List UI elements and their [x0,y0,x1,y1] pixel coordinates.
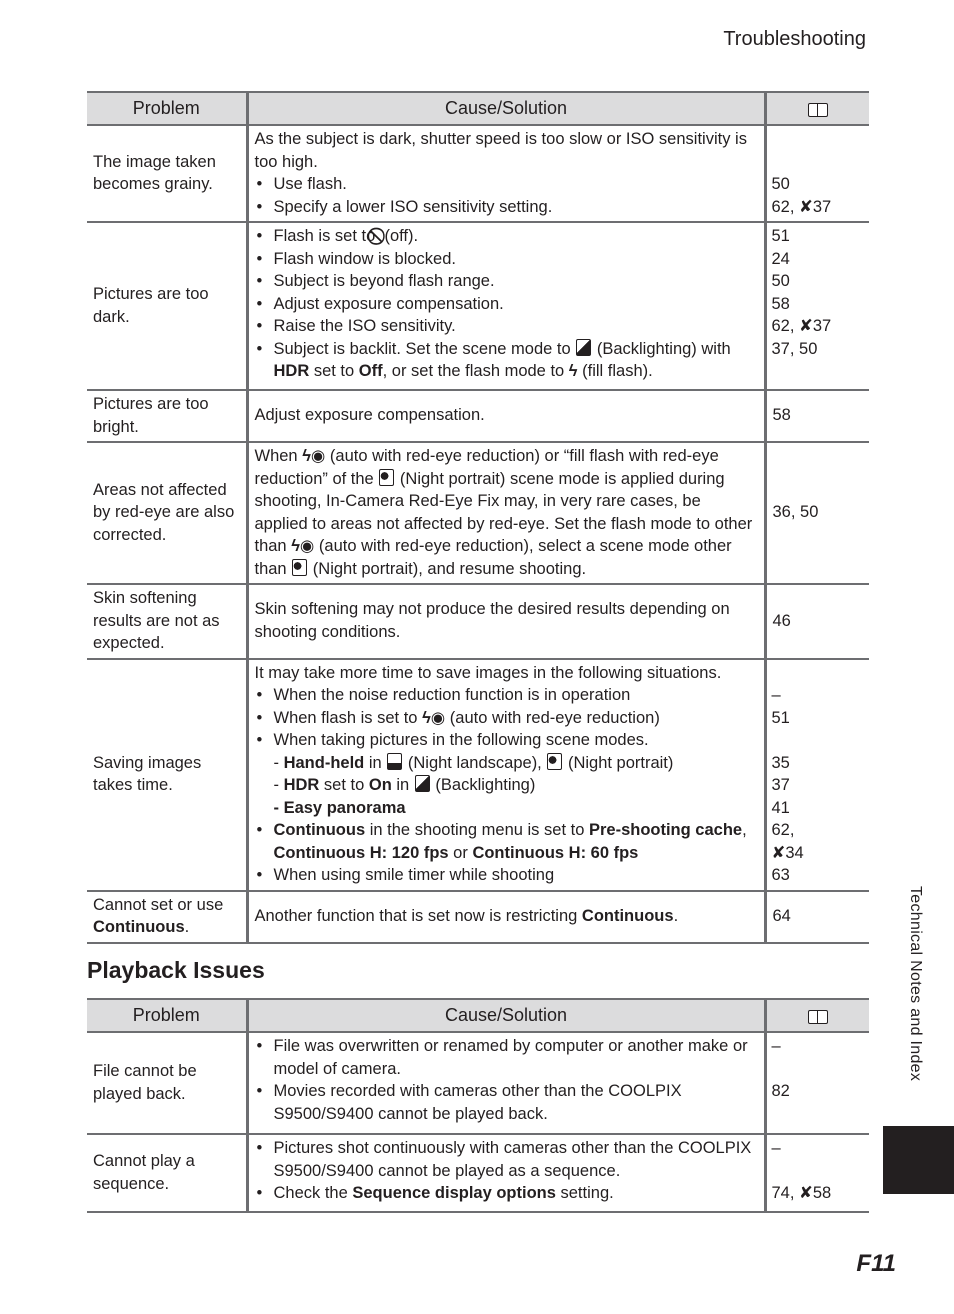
text: or [448,843,473,862]
sub-item [274,752,758,775]
text: . [184,918,190,936]
page-number: F11 [856,1250,896,1277]
page-ref: 37, 50 [771,339,818,358]
side-index-tab [883,1126,954,1194]
cause-cell: Adjust exposure compensation. [247,390,765,442]
night-portrait-icon [547,753,562,770]
page-ref: 62, ✘37 [771,197,832,216]
list-item: • When the noise reduction function is in operation [255,684,758,707]
page-ref: 41 [771,798,790,817]
playback-issues-table [87,998,869,1213]
header-reference [765,92,869,125]
troubleshooting-table [87,91,869,944]
cause-intro: As the subject is dark, shutter speed is too slow or ISO sensitivity is too high. [254,130,747,171]
night-landscape-icon [387,753,402,770]
text: set to [309,362,359,380]
page-ref [772,662,864,685]
text: set to [319,776,369,794]
text: Subject is backlit. Set the scene mode to [273,339,576,358]
cause-cell [247,891,765,943]
list-item: • Movies recorded with cameras other than the COOLPIX S9500/S9400 cannot be played back. [255,1080,758,1125]
text: (off). [379,227,419,245]
page-cell [765,1134,869,1212]
page-cell: 64 [765,891,869,943]
table-row [87,1134,869,1212]
text: Off [358,362,383,380]
page-ref: 50 [771,272,790,290]
page-ref: 50 [771,175,790,193]
backlighting-icon [576,339,591,356]
list-item [255,225,758,248]
sub-item [274,797,758,820]
page-ref: – [771,1037,781,1055]
table-row [87,390,869,442]
list-item: • Subject is beyond flash range. [255,270,758,293]
page-ref: – [771,686,781,704]
problem-cell: Skin softening results are not as expected. [87,584,247,659]
text: in [364,753,387,772]
fill-flash-icon: ϟ [568,362,578,380]
header-cause-solution: Cause/Solution [247,92,765,125]
page-cell [765,1032,869,1134]
cause-cell [247,659,765,891]
list-item: • Raise the ISO sensitivity. [255,315,758,338]
side-section-label: Technical Notes and Index [907,886,924,1082]
page-cell [765,125,869,222]
list-item: • Adjust exposure compensation. [255,293,758,316]
flash-redeye-icon: ϟ◉ [302,447,326,465]
page-ref: 58 [771,294,790,313]
table-row [87,222,869,390]
table-row [87,584,869,659]
backlighting-icon [415,775,430,792]
header-cause-solution: Cause/Solution [247,999,765,1032]
table-row [87,1032,869,1134]
page-ref [772,1160,864,1183]
page-ref: ✘34 [771,843,804,862]
text: HDR [283,776,320,794]
flash-redeye-icon: ϟ◉ [422,708,446,727]
page-ref: 62, [771,821,795,839]
text: Continuous H: 60 fps [472,843,639,862]
section-title: Playback Issues [87,957,265,983]
table-row [87,442,869,584]
page-ref [772,128,864,151]
sub-item [274,774,758,797]
text: Check the [273,1184,353,1202]
text: , or set the flash mode to [382,362,569,380]
text: Cannot set or use [93,895,224,914]
list-item: • When using smile timer while shooting [255,864,758,887]
page-ref [772,729,864,752]
text: in the shooting menu is set to [365,821,589,839]
table-row [87,891,869,943]
list-item: • Specify a lower ISO sensitivity setting. [255,196,758,219]
text: . [673,906,679,925]
text: (auto with red-eye reduction) or “fill flash with red-eye reduction” of the [254,447,719,488]
table-row [87,659,869,891]
text: - [273,776,284,794]
page-cell: 46 [765,584,869,659]
cause-cell [247,1134,765,1212]
text: When flash is set to [273,708,423,727]
problem-cell: Cannot play a sequence. [87,1134,247,1212]
text: (Backlighting) with [592,339,731,358]
book-icon [807,102,829,118]
page-ref: 24 [771,249,790,268]
list-item: • Pictures shot continuously with cameras other than the COOLPIX S9500/S9400 cannot be played as a sequence. [255,1137,758,1182]
text: (Night portrait) [563,753,674,772]
text: When taking pictures in the following scene modes. [273,731,649,749]
book-icon [807,1009,829,1025]
page-ref: 82 [771,1082,790,1100]
problem-cell: Saving images takes time. [87,659,247,891]
night-portrait-icon [292,559,307,576]
text: - Easy panorama [273,798,406,817]
cause-cell [247,222,765,390]
cause-intro: It may take more time to save images in the following situations. [254,663,722,682]
header-problem: Problem [87,92,247,125]
flash-redeye-icon: ϟ◉ [291,537,315,555]
page-ref: 74, ✘58 [771,1184,832,1202]
page-ref: 51 [771,227,790,245]
list-item [255,338,758,383]
night-portrait-icon [379,469,394,486]
header-problem: Problem [87,999,247,1032]
page-ref: 51 [771,708,790,727]
page-ref: 62, ✘37 [771,317,832,335]
text: (Night portrait) scene mode is applied during shooting, In-Camera Red-Eye Fix may, in very rare cases, be applied to areas not affected by red-eye. Set the flash mode to other than [254,469,753,555]
problem-cell: Pictures are too bright. [87,390,247,442]
list-item: • Use flash. [255,173,758,196]
table-header-row [87,999,869,1032]
text: Pre-shooting cache [588,821,743,839]
list-item: • Flash window is blocked. [255,248,758,271]
problem-cell: Areas not affected by red-eye are also corrected. [87,442,247,584]
page-cell: 58 [765,390,869,442]
list-item [255,707,758,730]
text: (auto with red-eye reduction), select a scene mode other than [254,537,732,578]
problem-cell: The image taken becomes grainy. [87,125,247,222]
text: On [368,776,392,794]
problem-cell [87,891,247,943]
problem-cell: File cannot be played back. [87,1032,247,1134]
cause-cell: Skin softening may not produce the desired results depending on shooting conditions. [247,584,765,659]
page-header-title: Troubleshooting [723,28,866,50]
text: (auto with red-eye reduction) [445,708,660,727]
page-ref [772,151,864,174]
text: (Backlighting) [430,776,536,794]
cause-cell [247,125,765,222]
text: (fill flash). [577,362,653,380]
list-item: • File was overwritten or renamed by computer or another make or model of camera. [255,1035,758,1080]
text: setting. [555,1184,614,1202]
page-ref: – [771,1139,781,1157]
text: (Night portrait), and resume shooting. [308,559,587,578]
page-ref: 63 [771,866,790,884]
text: , [742,821,747,839]
page-ref: 37 [771,776,790,794]
text: Continuous [93,918,185,936]
cause-cell [247,1032,765,1134]
text: (Night landscape), [403,753,547,772]
text: Flash is set to [273,227,380,245]
page-ref [772,1058,864,1081]
page-cell: 36, 50 [765,442,869,584]
text: Sequence display options [352,1184,556,1202]
text: Continuous [581,906,674,925]
text: When [254,447,303,465]
cause-cell [247,442,765,584]
text: Another function that is set now is restricting [254,906,582,925]
list-item [255,729,758,819]
list-item [255,1182,758,1205]
page-cell [765,222,869,390]
text: Continuous H: 120 fps [273,843,449,862]
header-reference [765,999,869,1032]
text: Continuous [273,821,366,839]
page-cell [765,659,869,891]
list-item [255,819,758,864]
table-row [87,125,869,222]
text: in [391,776,414,794]
text: HDR [273,362,310,380]
page-ref: 35 [771,753,790,772]
problem-cell: Pictures are too dark. [87,222,247,390]
table-header-row [87,92,869,125]
text: - [273,753,284,772]
text: Hand-held [283,753,365,772]
